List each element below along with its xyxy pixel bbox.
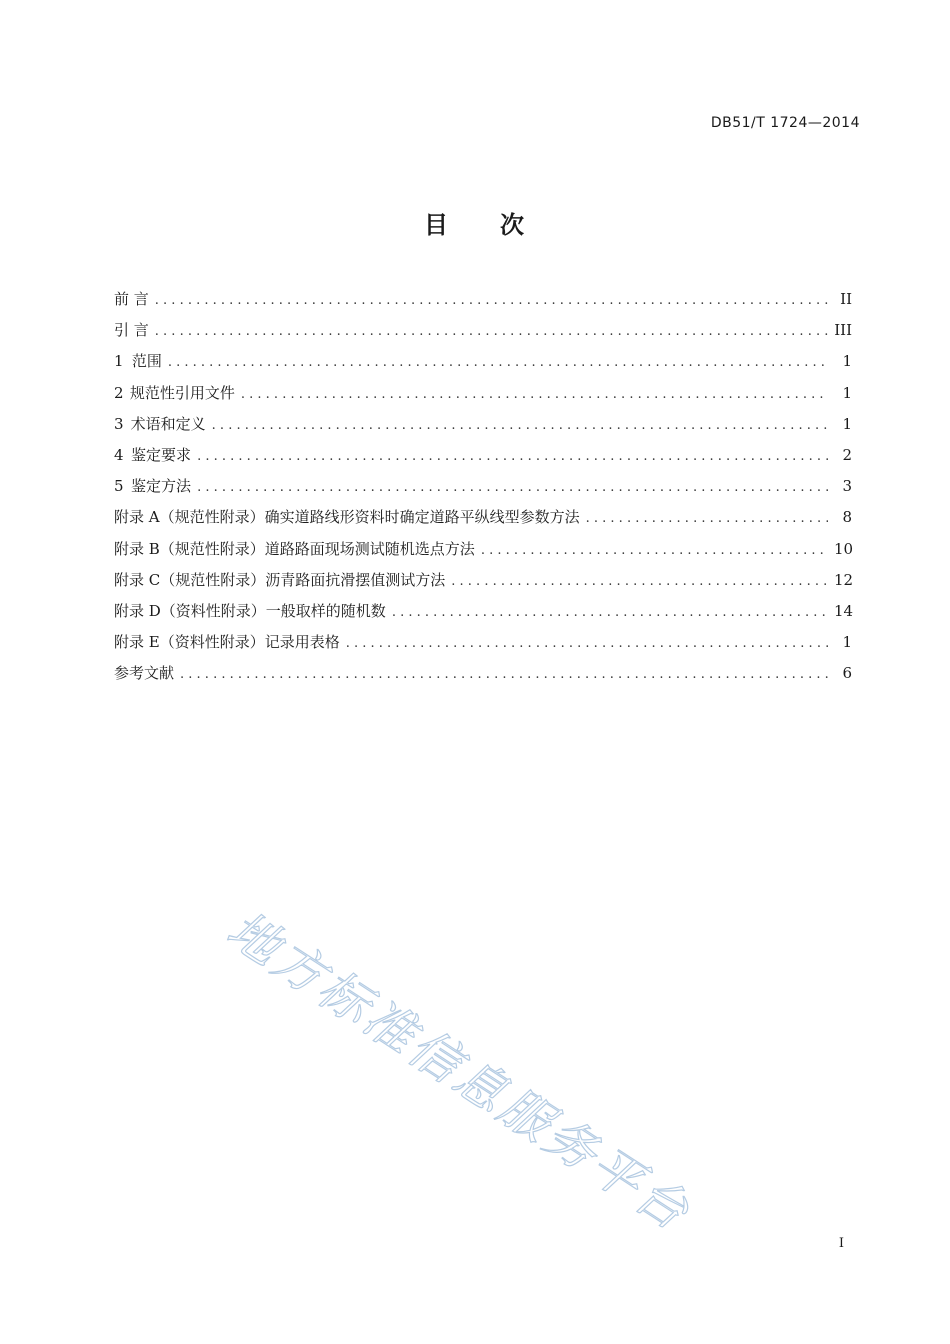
toc-title <box>0 205 950 240</box>
toc-entry-page: III <box>834 321 852 340</box>
table-of-contents <box>114 284 852 689</box>
toc-entry-title: 一般取样的随机数 <box>265 601 386 620</box>
toc-entry-number: 4 <box>114 445 124 464</box>
toc-entry[interactable] <box>114 378 852 409</box>
toc-entry[interactable] <box>114 565 852 596</box>
toc-entry[interactable] <box>114 471 852 502</box>
toc-entry-title: 道路路面现场测试随机选点方法 <box>264 539 475 558</box>
toc-entry-title: 前 言 <box>114 290 149 308</box>
toc-dot-leader <box>197 472 828 503</box>
toc-entry-number: 1 <box>114 352 124 371</box>
toc-entry-page: 6 <box>842 664 852 683</box>
toc-entry-appendix-label: 附录 D（资料性附录） <box>114 601 266 620</box>
toc-entry[interactable] <box>114 346 852 377</box>
toc-entry[interactable] <box>114 658 852 689</box>
toc-entry-number: 2 <box>114 383 124 402</box>
toc-entry-page: 2 <box>842 445 852 464</box>
toc-entry-title: 鉴定要求 <box>131 445 192 464</box>
toc-entry-title: 沥青路面抗滑摆值测试方法 <box>265 570 446 589</box>
toc-dot-leader <box>451 566 828 597</box>
toc-entry-title: 记录用表格 <box>264 633 340 652</box>
toc-entry-appendix-label: 附录 E（资料性附录） <box>114 633 265 652</box>
toc-entry-title: 引 言 <box>114 321 149 340</box>
toc-dot-leader <box>392 597 828 628</box>
toc-entry-appendix-label: 附录 B（规范性附录） <box>114 539 265 558</box>
toc-entry-page: 12 <box>834 570 854 589</box>
toc-entry-number: 5 <box>114 477 124 496</box>
toc-entry-number: 3 <box>114 414 124 433</box>
toc-entry-page: 1 <box>842 633 852 652</box>
toc-entry[interactable] <box>114 627 852 658</box>
toc-entry[interactable] <box>114 596 852 627</box>
toc-entry[interactable] <box>114 502 852 533</box>
toc-dot-leader <box>586 503 828 534</box>
toc-dot-leader <box>168 347 828 378</box>
toc-dot-leader <box>212 410 828 441</box>
toc-entry[interactable] <box>114 315 852 346</box>
document-code: DB51/T 1724—2014 <box>710 115 860 131</box>
toc-entry[interactable] <box>114 534 852 565</box>
toc-entry-page: 1 <box>842 352 852 371</box>
toc-entry[interactable] <box>114 440 852 471</box>
toc-entry-page: 8 <box>842 508 852 527</box>
toc-entry-appendix-label: 附录 C（规范性附录） <box>114 570 266 589</box>
toc-entry-page: II <box>840 290 852 308</box>
toc-dot-leader <box>155 285 828 316</box>
toc-dot-leader <box>155 316 828 347</box>
toc-entry-title: 鉴定方法 <box>131 477 192 496</box>
toc-entry[interactable] <box>114 409 852 440</box>
toc-entry-page: 1 <box>842 414 852 433</box>
toc-dot-leader <box>481 535 828 566</box>
watermark: 地方标准信息服务平台 <box>217 900 702 1243</box>
toc-entry-title: 范围 <box>131 352 162 371</box>
toc-entry-title: 术语和定义 <box>130 414 206 433</box>
toc-entry-page: 10 <box>834 539 854 558</box>
toc-entry-page: 1 <box>842 383 852 402</box>
toc-dot-leader <box>241 379 828 410</box>
toc-entry-title: 确实道路线形资料时确定道路平纵线型参数方法 <box>264 508 580 527</box>
toc-entry-page: 14 <box>834 601 854 620</box>
toc-entry-appendix-label: 附录 A（规范性附录） <box>114 508 265 527</box>
toc-entry-title: 参考文献 <box>114 664 175 683</box>
toc-title-left: 目 <box>424 211 450 239</box>
toc-entry-page: 3 <box>842 477 852 496</box>
toc-title-right: 次 <box>500 211 526 239</box>
toc-dot-leader <box>346 628 828 659</box>
toc-dot-leader <box>197 441 828 472</box>
toc-entry[interactable] <box>114 284 852 315</box>
toc-dot-leader <box>180 659 828 690</box>
page-number: I <box>838 1236 844 1251</box>
toc-entry-title: 规范性引用文件 <box>129 383 235 402</box>
